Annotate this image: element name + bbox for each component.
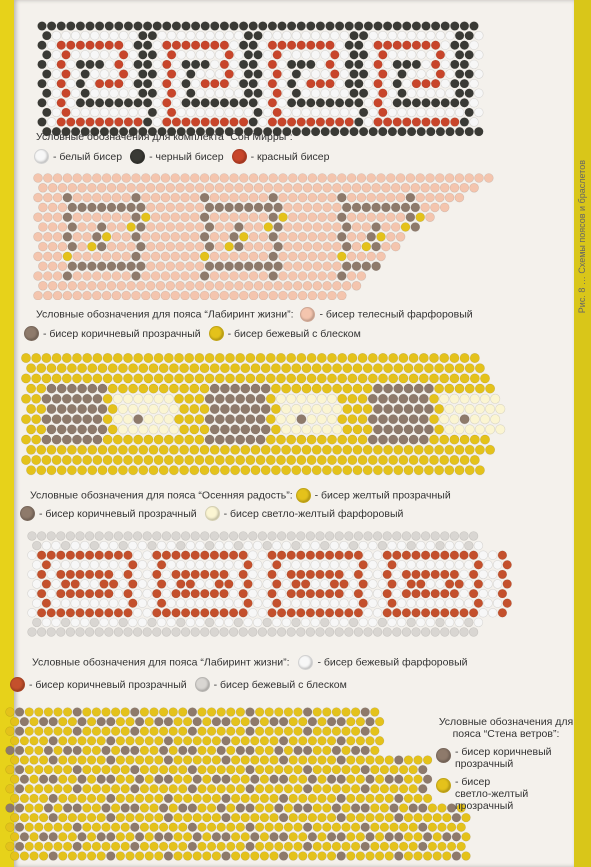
legend-4-item-1: - бисер коричневый прозрачный xyxy=(29,678,187,691)
legend-5-item-2-line-1: - бисер xyxy=(455,776,491,788)
legend-5-item-2 xyxy=(436,776,576,812)
white-bead-icon xyxy=(298,655,313,670)
legend-1-item-1: - белый бисер xyxy=(53,150,123,163)
legend-1-item-2: - черный бисер xyxy=(149,150,224,163)
legend-4-item-2: - бисер бежевый с блеском xyxy=(213,678,347,691)
legend-3-item-2: - бисер светло-желтый фарфоровый xyxy=(223,507,404,520)
pattern-labirint-1 xyxy=(32,172,532,300)
legend-2-inline-item: - бисер телесный фарфоровый xyxy=(319,308,473,321)
legend-1-item-3: - красный бисер xyxy=(250,150,330,163)
legend-5 xyxy=(436,716,576,812)
pink-bead-icon xyxy=(300,307,315,322)
yellow-bead-icon xyxy=(436,778,451,793)
legend-3-item-1: - бисер коричневый прозрачный xyxy=(39,507,197,520)
black-bead-icon xyxy=(130,149,145,164)
legend-2-item-1: - бисер коричневый прозрачный xyxy=(43,327,201,340)
legend-1-row xyxy=(34,149,329,164)
side-caption: Рис. 8 … Схемы поясов и браслетов xyxy=(577,160,587,314)
yellow-bead-icon xyxy=(296,488,311,503)
legend-2-title-text: Условные обозначения для пояса “Лабиринт жизни”: xyxy=(36,308,294,321)
pattern-labirint-2 xyxy=(26,530,526,642)
pattern-son-mirry xyxy=(36,20,536,142)
legend-2-row xyxy=(24,326,361,341)
legend-5-item-1-line-2: прозрачный xyxy=(455,758,514,770)
legend-5-item-1-line-1: - бисер коричневый xyxy=(455,746,552,758)
legend-5-title-1: Условные обозначения для xyxy=(438,716,574,728)
legend-3-row xyxy=(20,506,403,521)
legend-3-inline-item: - бисер желтый прозрачный xyxy=(314,489,451,502)
light-yellow-bead-icon xyxy=(205,506,220,521)
red-bead-icon xyxy=(232,149,247,164)
legend-1-title: Условные обозначения для комплекта “Сон Мирры”: xyxy=(36,131,293,143)
legend-4-row xyxy=(10,677,347,692)
pattern-stena-vetrov xyxy=(4,706,474,862)
legend-5-title-2: пояса “Стена ветров”: xyxy=(452,728,560,740)
legend-5-item-2-line-3: прозрачный xyxy=(455,800,514,812)
legend-4-title xyxy=(32,655,467,670)
legend-5-item-2-line-2: светло-желтый xyxy=(455,788,529,800)
gray-bead-icon xyxy=(195,677,210,692)
red-brown-bead-icon xyxy=(10,677,25,692)
legend-4-title-text: Условные обозначения для пояса “Лабиринт жизни”: xyxy=(32,656,290,669)
legend-3-title-text: Условные обозначения для пояса “Осенняя радость”: xyxy=(30,489,293,502)
brown-bead-icon xyxy=(436,748,451,763)
legend-2-item-2: - бисер бежевый с блеском xyxy=(227,327,361,340)
brown-bead-icon xyxy=(20,506,35,521)
pattern-osennyaya-radost xyxy=(20,352,530,476)
brown-bead-icon xyxy=(24,326,39,341)
legend-5-item-1 xyxy=(436,746,576,770)
legend-3-title xyxy=(30,488,451,503)
yellow-bead-icon xyxy=(209,326,224,341)
white-bead-icon xyxy=(34,149,49,164)
legend-4-inline-item: - бисер бежевый фарфоровый xyxy=(317,656,468,669)
legend-2-title xyxy=(36,307,473,322)
